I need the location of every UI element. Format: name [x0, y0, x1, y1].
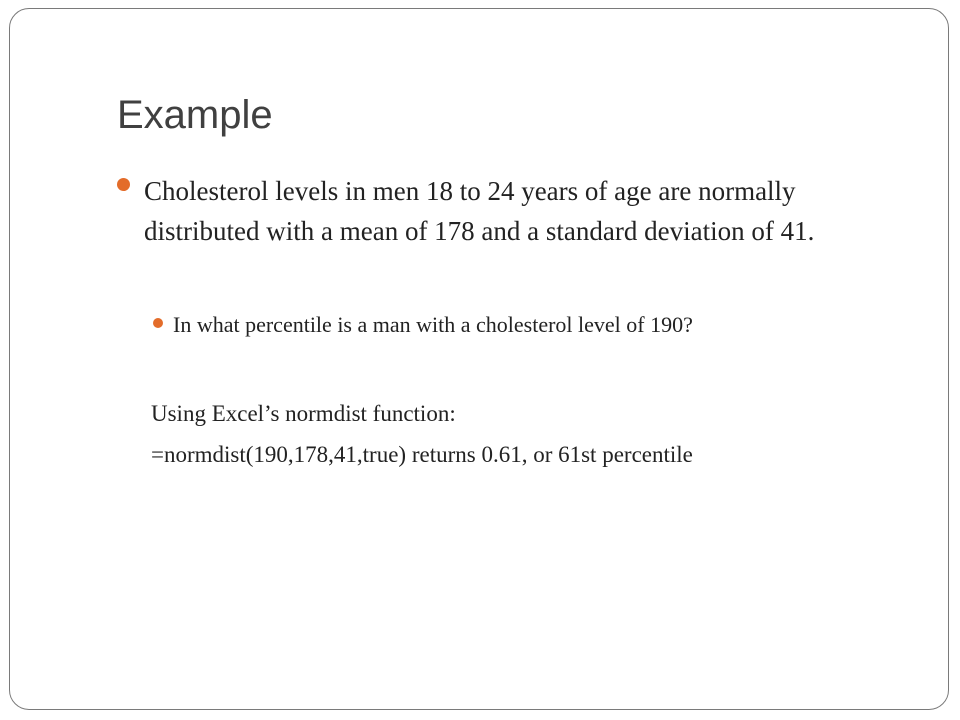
sub-bullet-text: In what percentile is a man with a cholesterol level of 190?: [173, 312, 693, 337]
sub-bullet-dot: [153, 318, 163, 328]
excel-intro-line: Using Excel’s normdist function:: [151, 401, 456, 426]
bullet-text: Cholesterol levels in men 18 to 24 years of age are normally distributed with a mean of 178 and a standard deviation of 41.: [144, 176, 815, 246]
slide: [9, 8, 949, 710]
bullet-dot: [117, 178, 130, 191]
formula-line: =normdist(190,178,41,true) returns 0.61, or 61st percentile: [151, 442, 693, 467]
slide-title: Example: [117, 93, 273, 137]
